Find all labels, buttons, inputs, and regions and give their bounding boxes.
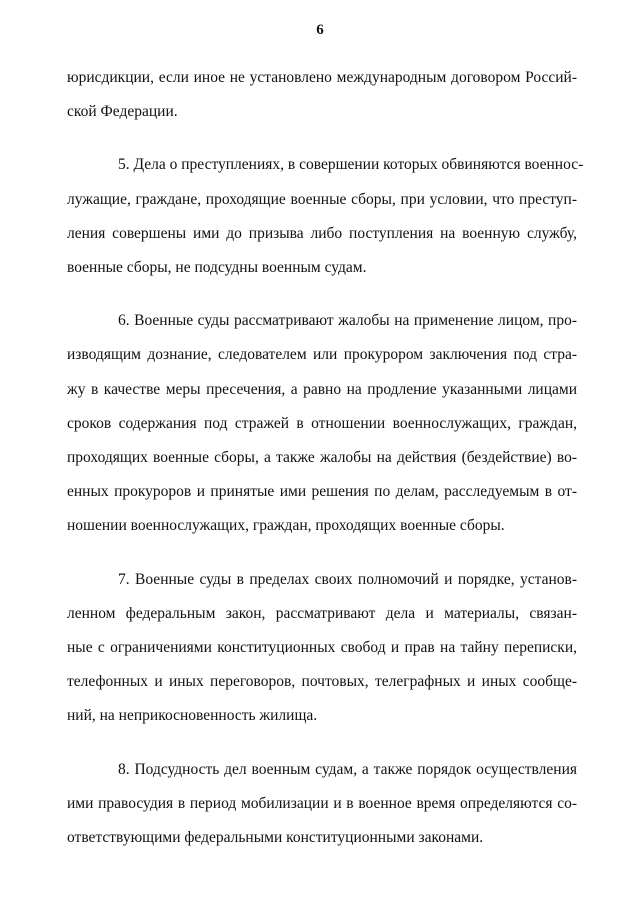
text-line: ответствующими федеральными конституционными законами. bbox=[67, 829, 484, 847]
paragraph-continuation bbox=[67, 61, 577, 129]
text-line: ленном федеральным закон, рассматривают дела и материалы, связан- bbox=[67, 604, 577, 622]
text-line: юрисдикции, если иное не установлено международным договором Россий- bbox=[67, 69, 577, 86]
text-line: ношении военнослужащих, граждан, проходящих военные сборы. bbox=[67, 517, 505, 535]
text-line: проходящих военные сборы, а также жалобы на действия (бездействие) во- bbox=[67, 449, 577, 467]
text-line: 8. Подсудность дел военным судам, а также порядок осуществления bbox=[118, 760, 577, 778]
text-line: ими правосудия в период мобилизации и в военное время определяются со- bbox=[67, 794, 577, 812]
paragraph-item-6 bbox=[67, 304, 577, 543]
text-line: ской Федерации. bbox=[67, 103, 178, 121]
text-line: сроков содержания под стражей в отношении военнослужащих, граждан, bbox=[67, 414, 577, 432]
text-line: изводящим дознание, следователем или прокурором заключения под стра- bbox=[67, 346, 577, 364]
paragraph-item-7 bbox=[67, 563, 577, 734]
text-line: военные сборы, не подсудны военным судам. bbox=[67, 259, 367, 277]
document-body bbox=[67, 61, 584, 855]
text-line: 7. Военные суды в пределах своих полномочий и порядке, установ- bbox=[118, 570, 577, 588]
text-line: ний, на неприкосновенность жилища. bbox=[67, 707, 318, 725]
text-line: лужащие, граждане, проходящие военные сборы, при условии, что преступ- bbox=[67, 190, 577, 208]
text-line: ные с ограничениями конституционных свобод и прав на тайну переписки, bbox=[67, 639, 577, 657]
paragraph-item-5 bbox=[67, 148, 584, 285]
text-line: жу в качестве меры пресечения, а равно на продление указанными лицами bbox=[67, 380, 577, 398]
page-number: 6 bbox=[316, 22, 324, 38]
text-line: енных прокуроров и принятые ими решения по делам, расследуемым в от- bbox=[67, 483, 577, 501]
text-line: ления совершены ими до призыва либо поступления на военную службу, bbox=[67, 224, 577, 242]
text-line: 6. Военные суды рассматривают жалобы на применение лицом, про- bbox=[118, 312, 577, 330]
text-line: телефонных и иных переговоров, почтовых, телеграфных и иных сообще- bbox=[67, 673, 577, 691]
text-line: 5. Дела о преступлениях, в совершении которых обвиняются военнос- bbox=[118, 156, 584, 174]
paragraph-item-8 bbox=[67, 753, 577, 856]
